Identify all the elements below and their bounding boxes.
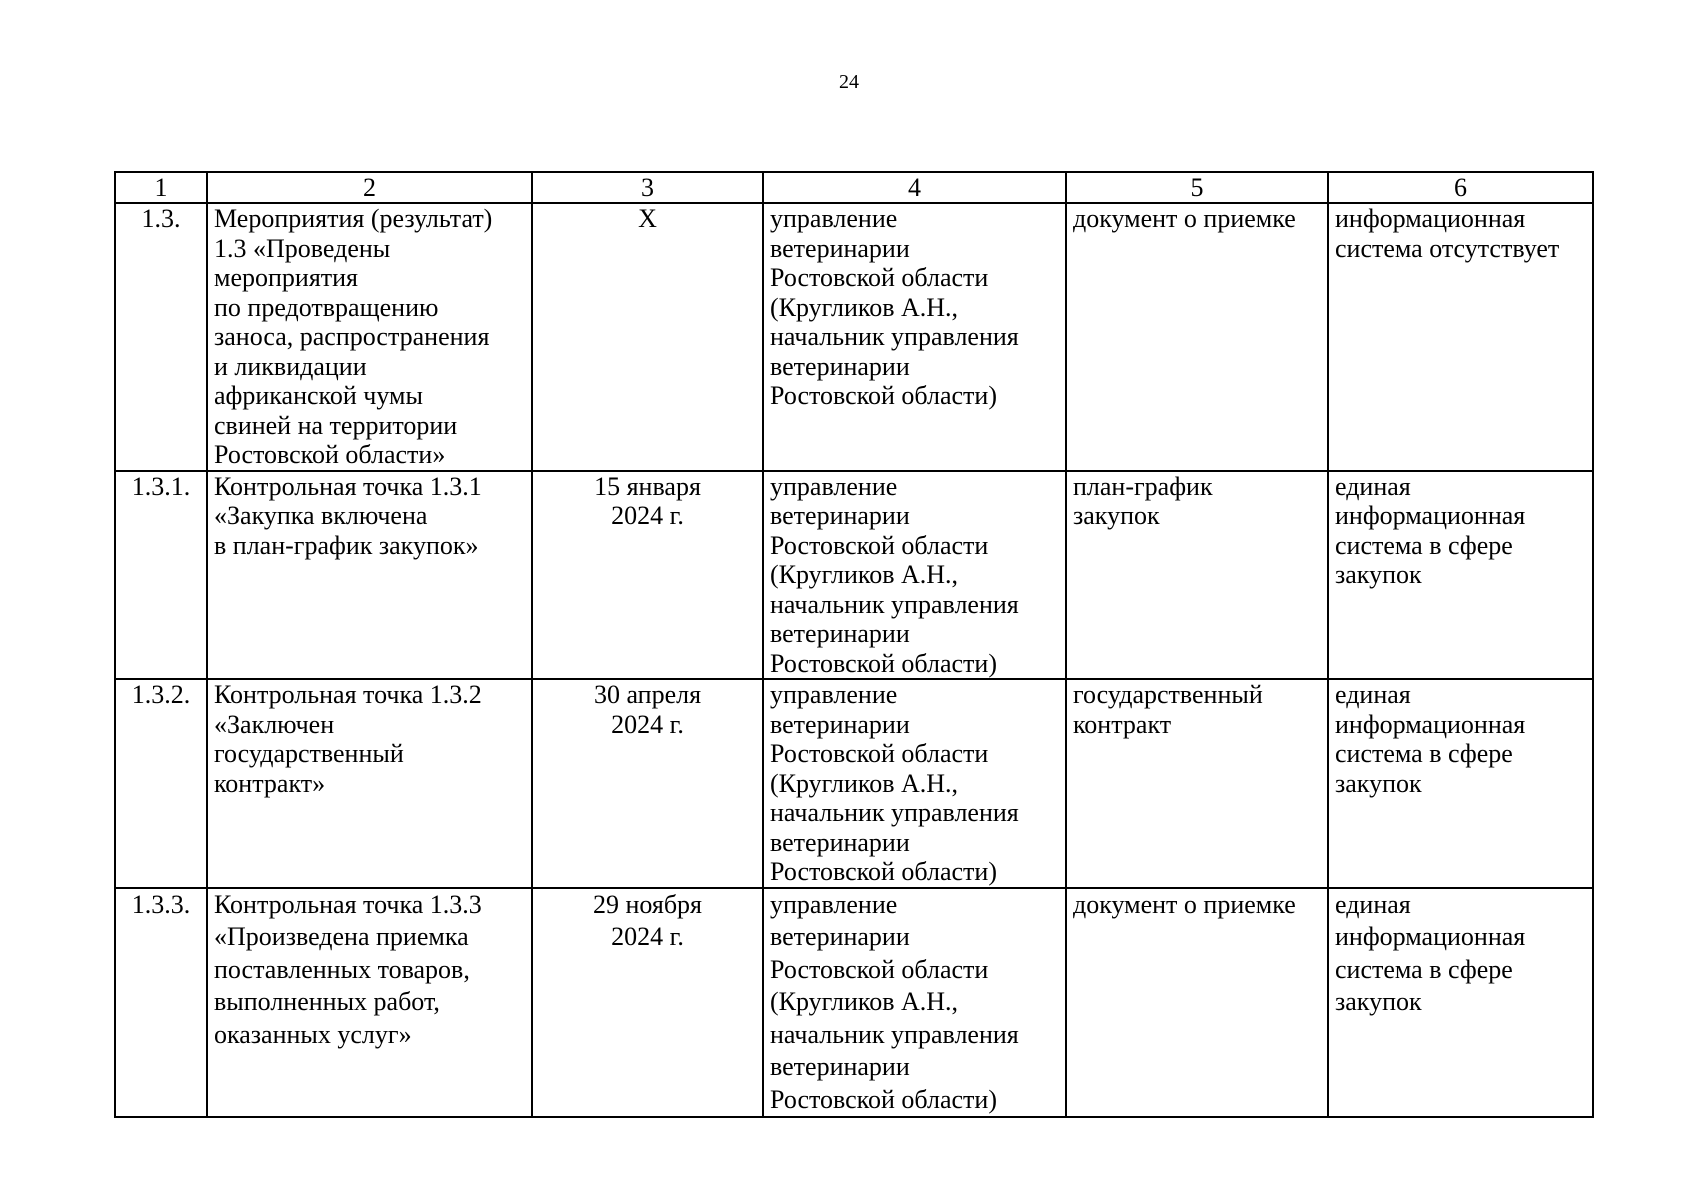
- page-number: 24: [839, 71, 859, 93]
- row-date: 30 апреля 2024 г.: [532, 679, 763, 888]
- column-header: 6: [1328, 172, 1593, 203]
- table-row: [115, 471, 1593, 680]
- row-document: документ о приемке: [1066, 203, 1328, 471]
- table-row: [115, 679, 1593, 888]
- row-document: государственный контракт: [1066, 679, 1328, 888]
- row-name: Контрольная точка 1.3.2 «Заключен государственный контракт»: [207, 679, 532, 888]
- row-responsible: управление ветеринарии Ростовской области (Кругликов А.Н., начальник управления ветеринарии Ростовской области): [763, 888, 1066, 1118]
- column-header: 3: [532, 172, 763, 203]
- row-number: 1.3.2.: [115, 679, 207, 888]
- row-system: информационная система отсутствует: [1328, 203, 1593, 471]
- row-number: 1.3.1.: [115, 471, 207, 680]
- row-date: 15 января 2024 г.: [532, 471, 763, 680]
- column-header: 5: [1066, 172, 1328, 203]
- control-points-table: [114, 171, 1594, 1118]
- row-name: Контрольная точка 1.3.3 «Произведена приемка поставленных товаров, выполненных работ, оказанных услуг»: [207, 888, 532, 1118]
- row-system: единая информационная система в сфере закупок: [1328, 888, 1593, 1118]
- row-responsible: управление ветеринарии Ростовской области (Кругликов А.Н., начальник управления ветеринарии Ростовской области): [763, 679, 1066, 888]
- row-date: Х: [532, 203, 763, 471]
- row-name: Мероприятия (результат) 1.3 «Проведены мероприятия по предотвращению заноса, распространения и ликвидации африканской чумы свиней на территории Ростовской области»: [207, 203, 532, 471]
- row-responsible: управление ветеринарии Ростовской области (Кругликов А.Н., начальник управления ветеринарии Ростовской области): [763, 203, 1066, 471]
- row-system: единая информационная система в сфере закупок: [1328, 679, 1593, 888]
- row-name: Контрольная точка 1.3.1 «Закупка включена в план-график закупок»: [207, 471, 532, 680]
- row-responsible: управление ветеринарии Ростовской области (Кругликов А.Н., начальник управления ветеринарии Ростовской области): [763, 471, 1066, 680]
- row-document: документ о приемке: [1066, 888, 1328, 1118]
- row-number: 1.3.3.: [115, 888, 207, 1118]
- row-date: 29 ноября 2024 г.: [532, 888, 763, 1118]
- column-header: 4: [763, 172, 1066, 203]
- column-header: 1: [115, 172, 207, 203]
- row-document: план-график закупок: [1066, 471, 1328, 680]
- table-row: [115, 203, 1593, 471]
- row-number: 1.3.: [115, 203, 207, 471]
- column-header: 2: [207, 172, 532, 203]
- row-system: единая информационная система в сфере закупок: [1328, 471, 1593, 680]
- table-header-row: [115, 172, 1593, 203]
- table-row: [115, 888, 1593, 1118]
